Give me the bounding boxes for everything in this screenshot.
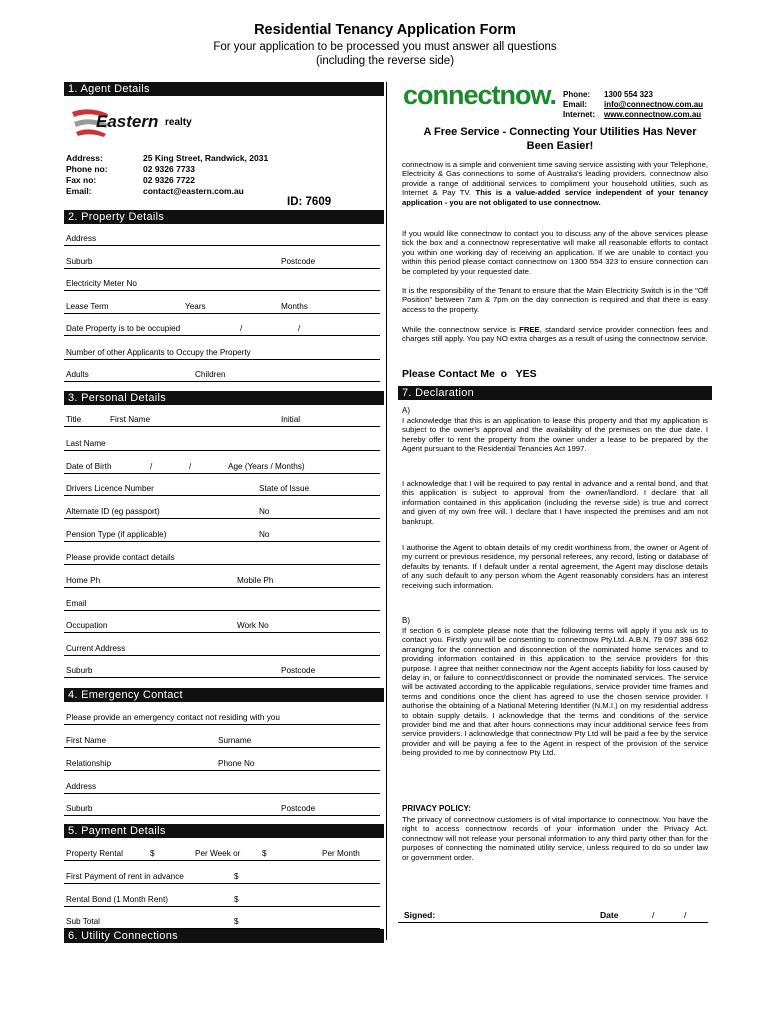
- cn-intro-text: connectnow is a simple and convenient time saving service assisting with your Telephone, Electricity & Gas connections to some of Australia's leading providers. connectnow also provide a range of additional services to compliment your household utilities, such as Internet & Pay TV.: [402, 160, 708, 198]
- cn-email-label: Email:: [563, 100, 588, 109]
- last-name-field[interactable]: [64, 450, 380, 451]
- sign-date-slash: /: [652, 910, 655, 920]
- cn-contact-paragraph: If you would like connectnow to contact you to discuss any of the above services please tick the box and a connectnow representative will make all reasonable efforts to contact you within one working day of receiving an application. If we are unable to contact you within this period please contact connectnow on 1300 554 323 to ensure connection can be completed by your requested date.: [402, 229, 708, 276]
- cn-headline-line1: A Free Service - Connecting Your Utilities Has Never: [423, 126, 697, 138]
- property-suburb-field[interactable]: [64, 268, 380, 269]
- last-name-label: Last Name: [66, 439, 106, 448]
- cn-email-link[interactable]: [604, 100, 703, 109]
- num-applicants-label: Number of other Applicants to Occupy the Property: [66, 348, 251, 357]
- declaration-b1: If section 6 is complete please note that the following terms will apply if you ask us to contact you. Firstly you will be consenting to connectnow Pty.Ltd. A.B.N. 79 097 398 662 arranging for the connection and disconnection of the nominated home services and to providing information contained in this application to the service providers for this purpose. I agree that neither connectnow nor the Agent accepts liability for loss caused by delay in, or failure to connect/disconnect or provide the nominated services. The service will be activated according to the applicable regulations, service provider time frames and terms and conditions once the client has agreed to use the chosen service provider. I authorise the obtaining of a National Metering Identifier (N.M.I.) on my residential address to obtain supply details. I acknowledge that the terms and conditions of the service provider bind me and that after hours connections may incur additional service fees from service providers. I acknowledge that connectnow Pty Ltd will be paid a fee by the service provider and will be paying a fee to the Agent in respect of the provision of the service being provided to me by connectnow Pty Ltd.: [402, 626, 708, 758]
- mobile-ph-label: Mobile Ph: [237, 576, 274, 585]
- current-postcode-label: Postcode: [281, 666, 316, 675]
- relationship-label: Relationship: [66, 759, 112, 768]
- cn-internet-label: Internet:: [563, 110, 595, 119]
- cn-phone: 1300 554 323: [604, 90, 653, 99]
- dob-slash: /: [150, 462, 153, 471]
- current-address-field[interactable]: [64, 655, 380, 656]
- emergency-first-name-label: First Name: [66, 736, 107, 745]
- lease-term-label: Lease Term: [66, 302, 109, 311]
- first-payment-dollar: $: [234, 872, 239, 881]
- section-payment-details: 5. Payment Details: [64, 824, 384, 838]
- rental-dollar: $: [262, 849, 267, 858]
- logo-realty-text: realty: [165, 117, 192, 128]
- agent-email-label: Email:: [66, 186, 92, 196]
- connectnow-logo: connectnow.: [403, 80, 557, 110]
- title-label: Title: [66, 415, 82, 424]
- occupation-label: Occupation: [66, 621, 108, 630]
- bond-dollar: $: [234, 895, 239, 904]
- date-slash: /: [298, 324, 301, 333]
- electricity-meter-field[interactable]: [64, 290, 380, 291]
- lease-years-label: Years: [185, 302, 206, 311]
- cn-phone-label: Phone:: [563, 90, 591, 99]
- contact-divider: [64, 564, 380, 565]
- lease-months-label: Months: [281, 302, 308, 311]
- first-payment-label: First Payment of rent in advance: [66, 872, 184, 881]
- emergency-address-label: Address: [66, 782, 97, 791]
- section-declaration: 7. Declaration: [398, 386, 712, 400]
- alt-id-no-label: No: [259, 507, 270, 516]
- form-subtitle-note: (including the reverse side): [315, 55, 455, 67]
- property-address-label: Address: [66, 234, 97, 243]
- subtotal-dollar: $: [234, 917, 239, 926]
- dob-slash: /: [189, 462, 192, 471]
- bond-field[interactable]: [64, 906, 380, 907]
- agent-phone-label: Phone no:: [66, 164, 108, 174]
- phone-field[interactable]: [64, 587, 380, 588]
- emergency-postcode-label: Postcode: [281, 804, 316, 813]
- email-label: Email: [66, 599, 87, 608]
- signed-label: Signed:: [404, 910, 436, 920]
- column-divider: [386, 82, 387, 940]
- emergency-name-field[interactable]: [64, 747, 380, 748]
- age-label: Age (Years / Months): [228, 462, 305, 471]
- form-title: Residential Tenancy Application Form: [254, 22, 516, 38]
- cn-fees-free: FREE: [519, 325, 540, 334]
- property-rental-label: Property Rental: [66, 849, 123, 858]
- signature-line[interactable]: [398, 922, 708, 923]
- logo-eastern-text: Eastern: [96, 112, 159, 131]
- agent-phone: 02 9326 7733: [143, 164, 195, 174]
- dob-field[interactable]: [64, 473, 380, 474]
- cn-headline: [400, 125, 720, 153]
- date-occupied-label: Date Property is to be occupied: [66, 324, 181, 333]
- agent-fax: 02 9326 7722: [143, 175, 195, 185]
- children-label: Children: [195, 370, 226, 379]
- rental-dollar: $: [150, 849, 155, 858]
- cn-fees-text-a: While the connectnow service is: [402, 325, 520, 334]
- cn-fees-paragraph: [402, 325, 708, 344]
- state-of-issue-label: State of Issue: [259, 484, 310, 493]
- sign-date-slash: /: [684, 910, 687, 920]
- emergency-suburb-field[interactable]: [64, 815, 380, 816]
- emergency-divider: [64, 724, 380, 725]
- first-name-label: First Name: [110, 415, 151, 424]
- name-field[interactable]: [64, 426, 380, 427]
- work-no-label: Work No: [237, 621, 269, 630]
- date-slash: /: [240, 324, 243, 333]
- section-utility-connections: 6. Utility Connections: [64, 929, 384, 943]
- cn-electricity-paragraph: It is the responsibility of the Tenant to ensure that the Main Electricity Switch is in the "Off Position" between 7am & 7pm on the day connection is required and that there is easy access to the property.: [402, 286, 708, 314]
- cn-headline-line2: Been Easier!: [526, 140, 594, 152]
- emergency-note: Please provide an emergency contact not residing with you: [66, 713, 280, 722]
- adults-label: Adults: [66, 370, 89, 379]
- initial-label: Initial: [281, 415, 301, 424]
- property-postcode-label: Postcode: [281, 257, 316, 266]
- per-month-label: Per Month: [322, 849, 360, 858]
- current-address-label: Current Address: [66, 644, 126, 653]
- section-agent-details: 1. Agent Details: [64, 82, 384, 96]
- agent-id: ID: 7609: [287, 196, 332, 208]
- current-suburb-field[interactable]: [64, 677, 380, 678]
- alt-id-label: Alternate ID (eg passport): [66, 507, 160, 516]
- bond-label: Rental Bond (1 Month Rent): [66, 895, 168, 904]
- agent-email: contact@eastern.com.au: [143, 186, 244, 196]
- lease-term-field[interactable]: [64, 313, 380, 314]
- contact-details-label: Please provide contact details: [66, 553, 175, 562]
- licence-label: Drivers Licence Number: [66, 484, 154, 493]
- emergency-address-field[interactable]: [64, 793, 380, 794]
- current-suburb-label: Suburb: [66, 666, 93, 675]
- email-field[interactable]: [64, 610, 380, 611]
- section-emergency-contact: 4. Emergency Contact: [64, 688, 384, 702]
- home-ph-label: Home Ph: [66, 576, 101, 585]
- cn-intro-bold: This is a value-added service independent of your tenancy application - you are not obligated to use connectnow.: [402, 188, 709, 207]
- declaration-a2: I acknowledge that I will be required to pay rental in advance and a rental bond, and that this application is subject to approval from the owner/landlord. I declare that all information contained in this application (including the reverse side) is true and correct and given of my own free will. I declare that I have inspected the premises and am not bankrupt.: [402, 479, 708, 526]
- section-property-details: 2. Property Details: [64, 210, 384, 224]
- per-week-or-label: Per Week or: [195, 849, 241, 858]
- relationship-field[interactable]: [64, 770, 380, 771]
- electricity-meter-label: Electricity Meter No: [66, 279, 137, 288]
- cn-fees-text-c: , standard service provider connection fees and charges still apply. You pay NO extra charges as a result of using the connectnow service.: [402, 325, 708, 344]
- property-suburb-label: Suburb: [66, 257, 93, 266]
- subtotal-label: Sub Total: [66, 917, 100, 926]
- agent-address-label: Address:: [66, 153, 103, 163]
- date-occupied-field[interactable]: [64, 335, 380, 336]
- pension-label: Pension Type (if applicable): [66, 530, 167, 539]
- section-personal-details: 3. Personal Details: [64, 391, 384, 405]
- occupation-field[interactable]: [64, 632, 380, 633]
- form-subtitle: For your application to be processed you must answer all questions: [213, 41, 557, 53]
- declaration-a1: I acknowledge that this is an application to lease this property and that my application is subject to the owner's approval and the availability of the premises on the due date. I hereby offer to rent the property from the owner under a lease to be prepared by the Agent pursuant to the Residential Tenancies Act 1997.: [402, 416, 708, 454]
- cn-internet-link[interactable]: [604, 110, 701, 119]
- pension-no-label: No: [259, 530, 270, 539]
- declaration-a-label: A): [402, 406, 410, 415]
- cn-internet-text: www.connectnow.com.au: [604, 110, 702, 119]
- cn-email-text: info@connectnow.com.au: [604, 100, 704, 109]
- first-payment-field[interactable]: [64, 883, 380, 884]
- declaration-b-label: B): [402, 616, 410, 625]
- agent-fax-label: Fax no:: [66, 175, 97, 185]
- rental-field[interactable]: [64, 860, 380, 861]
- emergency-phone-label: Phone No: [218, 759, 255, 768]
- privacy-title: PRIVACY POLICY:: [402, 804, 471, 813]
- dob-label: Date of Birth: [66, 462, 112, 471]
- sign-date-label: Date: [600, 910, 619, 920]
- agent-address: 25 King Street, Randwick, 2031: [143, 153, 269, 163]
- emergency-suburb-label: Suburb: [66, 804, 93, 813]
- licence-field[interactable]: [64, 495, 380, 496]
- emergency-surname-label: Surname: [218, 736, 252, 745]
- privacy-text: The privacy of connectnow customers is of vital importance to connectnow. You have the right to access connectnow records of your information under the Privacy Act. connectnow will not release your personal information to any third party other than for the purposes of connecting the nominated utility service, unless required to do so under law or government order.: [402, 815, 708, 862]
- alt-id-field[interactable]: [64, 518, 380, 519]
- declaration-a3: I authorise the Agent to obtain details of my credit worthiness from, the owner or Agent of my current or previous residence, my personal referees, any record, listing or database of defaults by tenants. If I default under a rental agreement, the Agent may disclose details of any such default to any person whom the Agent reasonably considers has an interest receiving such information.: [402, 543, 708, 590]
- num-applicants-field[interactable]: [64, 359, 380, 360]
- property-address-field[interactable]: [64, 245, 380, 246]
- cn-intro-paragraph: [402, 160, 708, 207]
- eastern-realty-logo: [70, 104, 200, 140]
- contact-me-checkbox[interactable]: Please Contact Me o YES: [402, 368, 537, 380]
- pension-field[interactable]: [64, 541, 380, 542]
- occupants-field[interactable]: [64, 381, 380, 382]
